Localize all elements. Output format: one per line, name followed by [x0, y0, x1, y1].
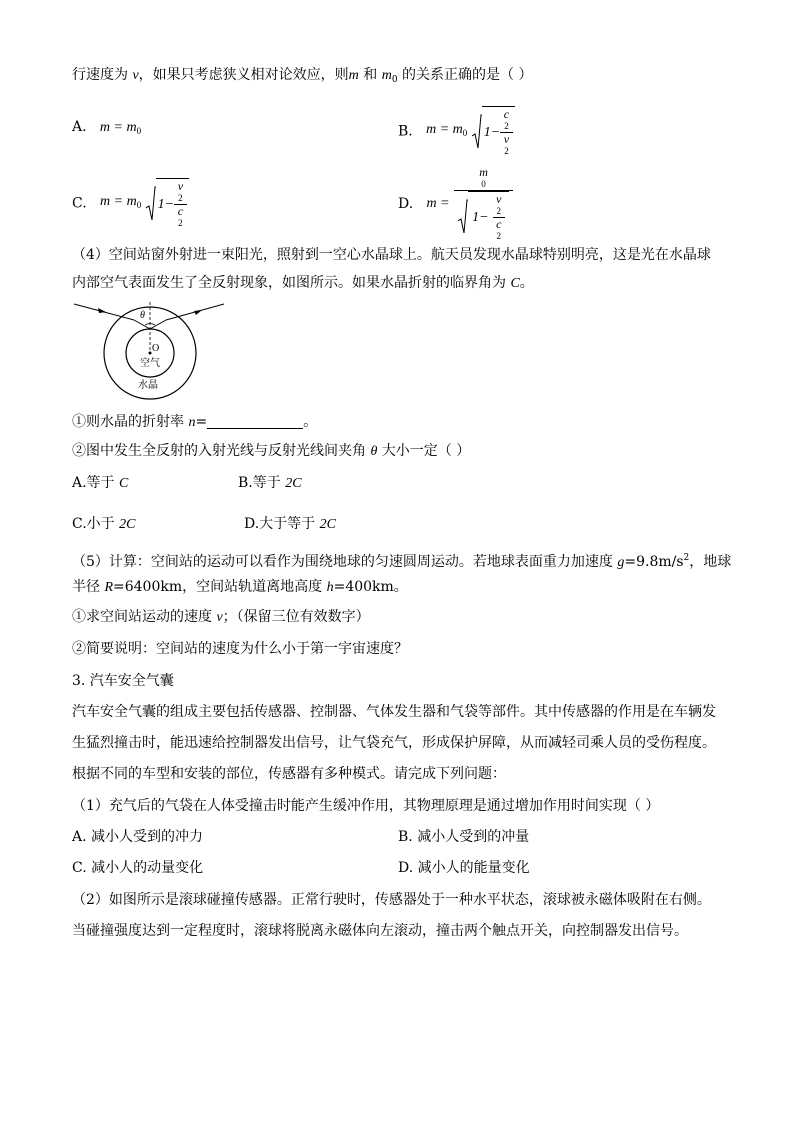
q5-line1: （5）计算：空间站的运动可以看作为围绕地球的匀速圆周运动。若地球表面重力加速度 $g=9.8m/s^2$，地球	[72, 553, 732, 570]
formula-c: $m = m_0$	[100, 194, 142, 210]
air-label: 空气	[140, 358, 160, 369]
reflected-ray	[150, 320, 166, 329]
s3-q2-line2: 当碰撞强度达到一定程度时，滚球将脱离永磁体向左滚动，撞击两个触点开关，向控制器发出信号。	[72, 923, 688, 939]
q4-line2: 内部空气表面发生了全反射现象，如图所示。如果水晶折射的临界角为 C。	[72, 275, 534, 291]
q4-sub1: ①则水晶的折射率 n= 。	[72, 414, 318, 430]
option-d-mass[interactable]: D. m = m 0 1− v 2 c 2	[398, 166, 513, 242]
formula-a: $m = m_0$	[99, 120, 142, 136]
theta-label: θ	[140, 310, 145, 321]
option-a-mass[interactable]: A. $m = m_0$	[72, 119, 142, 136]
refracted-ray-in	[134, 320, 150, 329]
q4-line1: （4）空间站窗外射进一束阳光，照射到一空心水晶球上。航天员发现水晶球特别明亮，这是光在水晶球	[72, 247, 711, 263]
q4-option-d[interactable]: D.大于等于 2C	[244, 516, 336, 532]
formula-d: m =	[426, 196, 450, 211]
q4-option-a[interactable]: A.等于 C	[72, 475, 129, 491]
option-b-mass[interactable]: B. $m = m_0$ 1− c 2 v 2	[398, 106, 515, 157]
center-label: O	[152, 343, 160, 354]
q4-option-c[interactable]: C.小于 2C	[72, 516, 136, 532]
sqrt-b: 1− c 2 v 2	[472, 106, 515, 157]
emergent-arrow-icon	[194, 310, 202, 315]
s3-option-d[interactable]: D. 减小人的能量变化	[398, 860, 530, 876]
s3-paragraph-line1: 汽车安全气囊的组成主要包括传感器、控制器、气体发生器和气袋等部件。其中传感器的作用是在车辆发	[72, 704, 716, 720]
crystal-sphere-figure	[72, 298, 232, 404]
answer-blank[interactable]	[207, 414, 303, 429]
fraction-d: m 0 1− v 2 c 2	[454, 166, 513, 242]
s3-option-a[interactable]: A. 减小人受到的冲力	[72, 829, 204, 845]
q5-sub2: ②简要说明：空间站的速度为什么小于第一宇宙速度？	[72, 641, 408, 657]
option-c-mass[interactable]: C. $m = m_0$ 1− v 2 c 2	[72, 178, 189, 229]
q5-sub1: ①求空间站运动的速度 v；（保留三位有效数字）	[72, 609, 370, 625]
s3-q2-line1: （2）如图所示是滚球碰撞传感器。正常行驶时，传感器处于一种水平状态，滚球被永磁体吸附在右侧。	[72, 892, 711, 908]
section-3-title: 3. 汽车安全气囊	[72, 673, 174, 689]
s3-q1: （1）充气后的气袋在人体受撞击时能产生缓冲作用，其物理原理是通过增加作用时间实现（ ）	[72, 798, 660, 814]
q4-sub2: ②图中发生全反射的入射光线与反射光线间夹角 θ 大小一定（ ）	[72, 443, 471, 459]
s3-paragraph-line3: 根据不同的车型和安装的部位，传感器有多种模式。请完成下列问题：	[72, 766, 506, 782]
s3-option-c[interactable]: C. 减小人的动量变化	[72, 860, 204, 876]
formula-b: $m = m_0$	[426, 122, 468, 138]
crystal-label: 水晶	[138, 380, 158, 391]
s3-paragraph-line2: 生猛烈撞击时，能迅速给控制器发出信号，让气袋充气，形成保护屏障，从而减轻司乘人员的受伤程度。	[72, 735, 716, 751]
q4-option-b[interactable]: B.等于 2C	[238, 475, 302, 491]
s3-option-b[interactable]: B. 减小人受到的冲量	[398, 829, 530, 845]
sqrt-c: 1− v 2 c 2	[146, 178, 189, 229]
q5-line2: 半径 R=6400km，空间站轨道离地高度 h=400km。	[72, 579, 408, 595]
question-stem-mass-velocity: 行速度为 v，如果只考虑狭义相对论效应，则m 和 $m_0$ 的关系正确的是（ ）	[72, 67, 533, 85]
